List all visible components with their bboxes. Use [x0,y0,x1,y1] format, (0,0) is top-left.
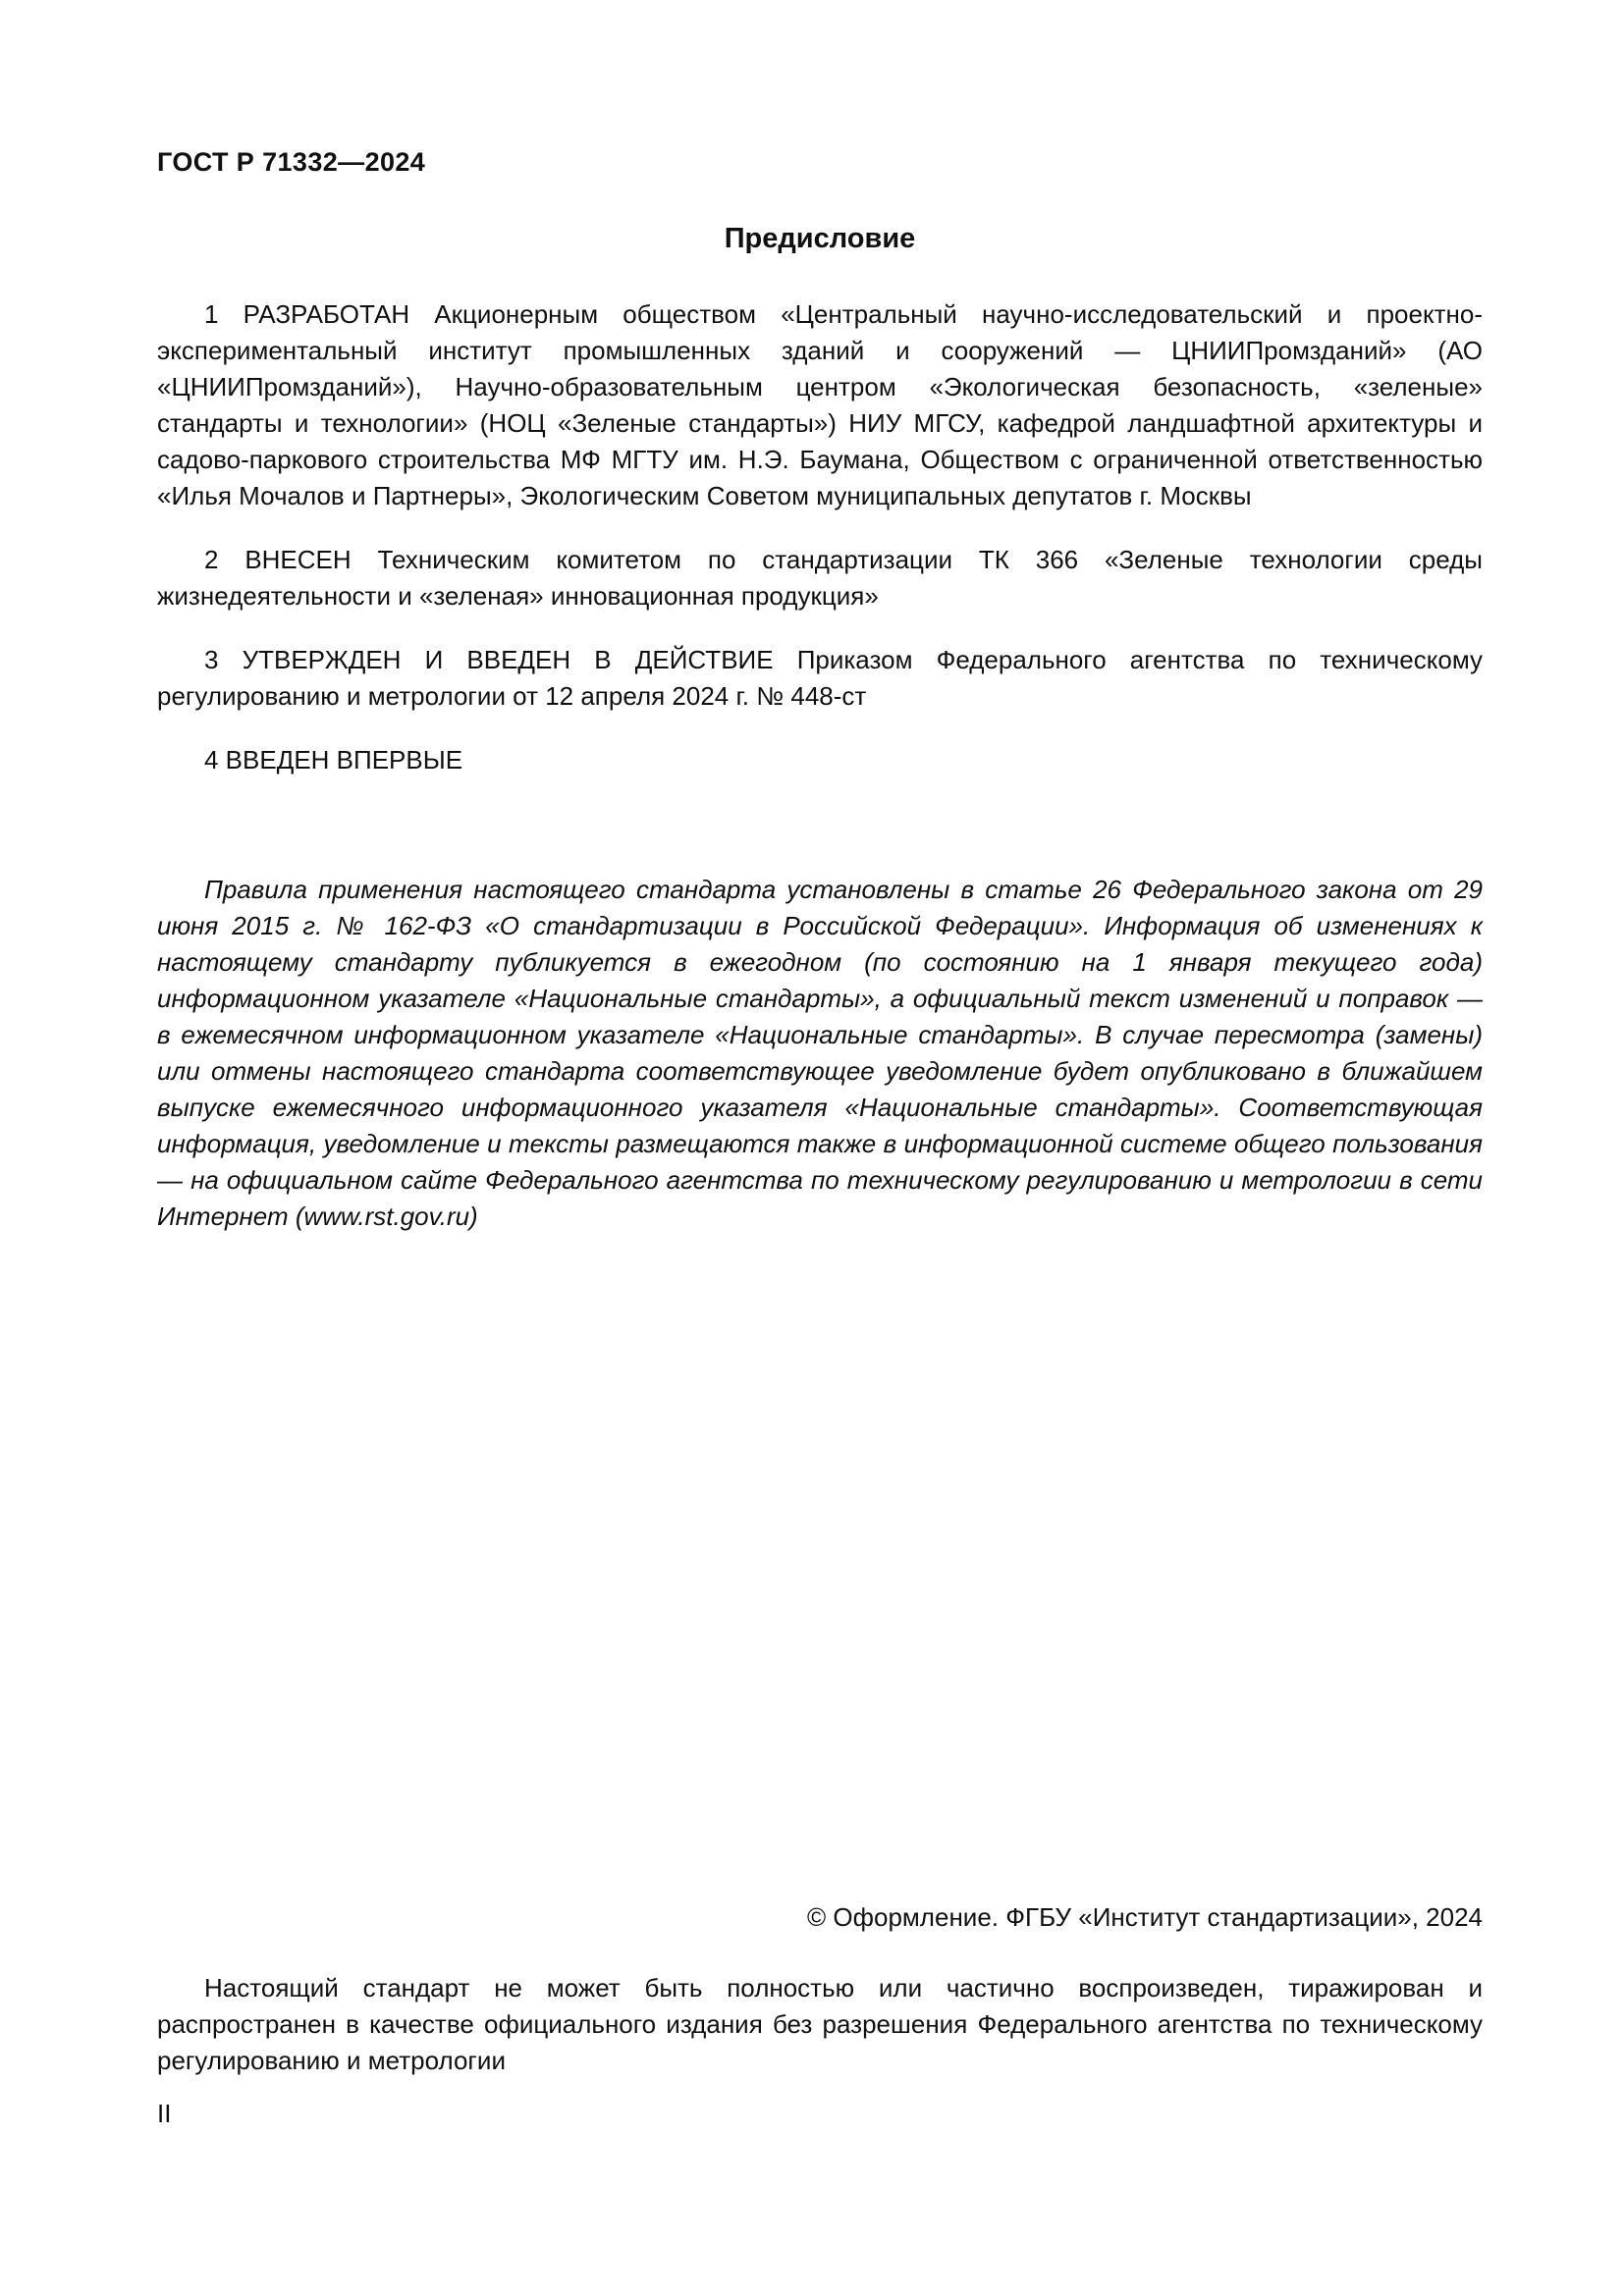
foreword-item-developed: 1 РАЗРАБОТАН Акционерным обществом «Центральный научно-исследовательский и проектно-экспериментальный институт промышленных зданий и сооружений — ЦНИИПромзданий» (АО «ЦНИИПромзданий»), Научно-образовательным центром «Экологическая безопасность, «зеленые» стандарты и технологии» (НОЦ «Зеленые стандарты») НИУ МГСУ, кафедрой ландшафтной архитектуры и садово-паркового строительства МФ МГТУ им. Н.Э. Баумана, Обществом с ограниченной ответственностью «Илья Мочалов и Партнеры», Экологическим Советом муниципальных депутатов г. Москвы [157,299,1483,510]
foreword-item-first-edition: 4 ВВЕДЕН ВПЕРВЫЕ [204,745,463,774]
page-title: Предисловие [724,223,916,254]
distribution-disclaimer: Настоящий стандарт не может быть полностью или частично воспроизведен, тиражирован и распространен в качестве официального издания без разрешения Федерального агентства по техническому регулированию и метрологии [157,1973,1483,2075]
copyright-line: © Оформление. ФГБУ «Институт стандартизации», 2024 [807,1902,1483,1932]
page-footer [157,1902,1483,2129]
foreword-item-submitted: 2 ВНЕСЕН Техническим комитетом по стандартизации ТК 366 «Зеленые технологии среды жизнедеятельности и «зеленая» инновационная продукция» [157,545,1483,611]
foreword-item-approved: 3 УТВЕРЖДЕН И ВВЕДЕН В ДЕЙСТВИЕ Приказом Федерального агентства по техническому регулированию и метрологии от 12 апреля 2024 г. № 448-ст [157,645,1483,711]
page-number: II [157,2099,172,2128]
legal-note: Правила применения настоящего стандарта установлены в статье 26 Федерального закона от 29 июня 2015 г. № 162-ФЗ «О стандартизации в Российской Федерации». Информация об изменениях к настоящему стандарту публикуется в ежегодном (по состоянию на 1 января текущего года) информационном указателе «Национальные стандарты», а официальный текст изменений и поправок — в ежемесячном информационном указателе «Национальные стандарты». В случае пересмотра (замены) или отмены настоящего стандарта соответствующее уведомление будет опубликовано в ближайшем выпуске ежемесячного информационного указателя «Национальные стандарты». Соответствующая информация, уведомление и тексты размещаются также в информационной системе общего пользования — на официальном сайте Федерального агентства по техническому регулированию и метрологии в сети Интернет (www.rst.gov.ru) [157,875,1483,1231]
page-content [157,147,1483,1235]
document-number: ГОСТ Р 71332—2024 [157,147,426,177]
